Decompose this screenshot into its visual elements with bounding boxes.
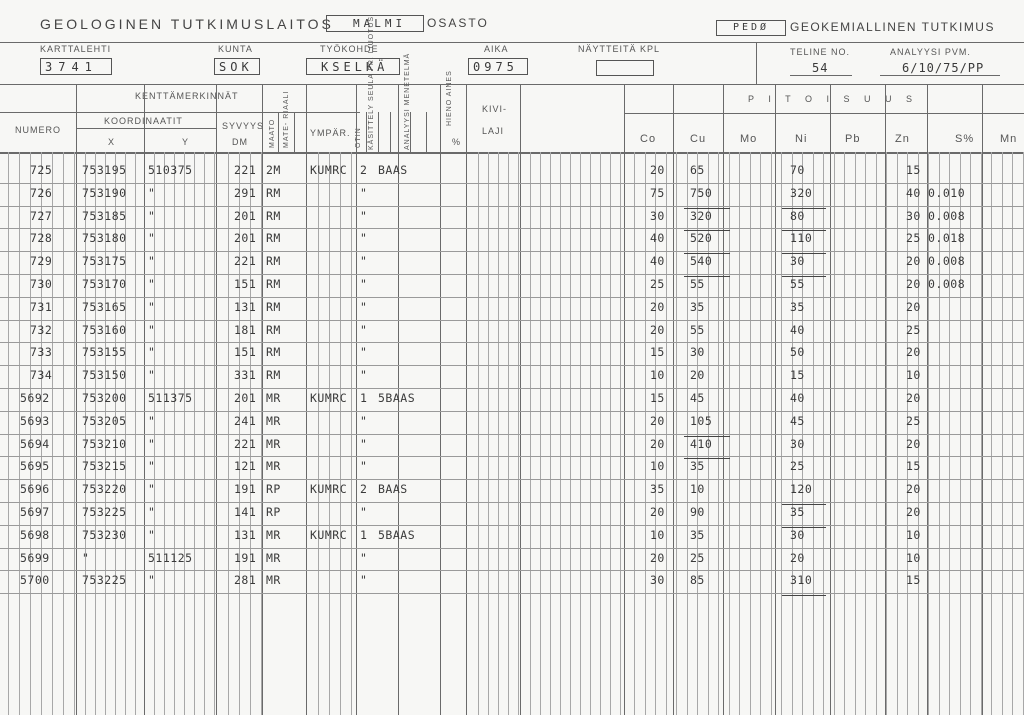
row-ni: 20 (790, 551, 805, 565)
row-x: 753230 (82, 528, 127, 542)
row-x: 753215 (82, 459, 127, 473)
row-y: " (148, 345, 156, 359)
row-co: 35 (650, 482, 665, 496)
row-num: 729 (30, 254, 53, 268)
row-num: 733 (30, 345, 53, 359)
time-value: 0975 (473, 60, 518, 74)
row-ni: 55 (790, 277, 805, 291)
row-x: 753175 (82, 254, 127, 268)
row-cu: 10 (690, 482, 705, 496)
row-x: 753225 (82, 505, 127, 519)
row-co: 10 (650, 368, 665, 382)
row-ymp: KUMRC (310, 482, 348, 496)
map-sheet-value: 3741 (45, 60, 98, 74)
grid-divider (520, 84, 521, 715)
row-otin: 1 (360, 391, 368, 405)
row-ymp: KUMRC (310, 163, 348, 177)
treatment-label: KÄSITTELY SEULA FR. LIUOTUS (368, 15, 375, 150)
row-y: " (148, 323, 156, 337)
municipality-value: SOK (219, 60, 253, 74)
y-label: Y (182, 137, 190, 147)
row-zn: 20 (906, 345, 921, 359)
cu-header: Cu (690, 133, 707, 145)
row-line (0, 297, 1024, 298)
row-co: 25 (650, 277, 665, 291)
row-x: 753225 (82, 573, 127, 587)
row-zn: 20 (906, 482, 921, 496)
row-cu: 55 (690, 323, 705, 337)
row-mat: RM (266, 300, 281, 314)
row-otin: " (360, 186, 368, 200)
row-cu: 45 (690, 391, 705, 405)
mn-header: Mn (1000, 133, 1018, 145)
row-num: 734 (30, 368, 53, 382)
row-otin: " (360, 209, 368, 223)
row-y: " (148, 459, 156, 473)
grid-divider (982, 84, 983, 715)
row-y: 511375 (148, 391, 193, 405)
row-depth: 331 (234, 368, 257, 382)
time-label: AIKA (484, 44, 509, 54)
grid-divider (673, 84, 674, 715)
row-line (0, 320, 1024, 321)
row-zn: 20 (906, 505, 921, 519)
grid-divider (76, 84, 77, 715)
row-co: 20 (650, 414, 665, 428)
s-header: S% (955, 133, 975, 145)
row-ni: 40 (790, 391, 805, 405)
row-zn: 10 (906, 551, 921, 565)
row-ni: 35 (790, 505, 805, 519)
row-y: " (148, 528, 156, 542)
row-line (0, 570, 1024, 571)
row-mat: RM (266, 368, 281, 382)
row-x: 753180 (82, 231, 127, 245)
row-zn: 25 (906, 414, 921, 428)
row-zn: 10 (906, 528, 921, 542)
grid-divider (723, 84, 724, 715)
row-depth: 221 (234, 163, 257, 177)
row-depth: 151 (234, 345, 257, 359)
row-zn: 30 (906, 209, 921, 223)
row-ymp: KUMRC (310, 528, 348, 542)
depth-unit-label: DM (232, 137, 248, 147)
row-otin: " (360, 300, 368, 314)
row-depth: 281 (234, 573, 257, 587)
analysis-date-label: ANALYYSI PVM. (890, 47, 971, 57)
row-ni: 30 (790, 437, 805, 451)
row-line (0, 525, 1024, 526)
row-num: 5697 (20, 505, 50, 519)
grid-divider (775, 84, 776, 715)
row-mat: RM (266, 254, 281, 268)
row-zn: 10 (906, 368, 921, 382)
row-ni: 70 (790, 163, 805, 177)
row-otin: 2 (360, 482, 368, 496)
row-co: 40 (650, 231, 665, 245)
grid-divider (426, 112, 427, 152)
row-x: 753200 (82, 391, 127, 405)
row-y: " (148, 414, 156, 428)
row-depth: 141 (234, 505, 257, 519)
row-ni: 30 (790, 254, 805, 268)
row-cu: 30 (690, 345, 705, 359)
row-cu: 55 (690, 277, 705, 291)
row-y: " (148, 505, 156, 519)
row-depth: 241 (234, 414, 257, 428)
row-co: 30 (650, 209, 665, 223)
row-mat: RM (266, 209, 281, 223)
fine-material-label: HIENO AINES (446, 70, 453, 126)
row-depth: 201 (234, 231, 257, 245)
row-line (0, 206, 1024, 207)
row-zn: 25 (906, 323, 921, 337)
row-co: 40 (650, 254, 665, 268)
grid-divider (294, 112, 295, 152)
row-co: 10 (650, 528, 665, 542)
row-mat: RM (266, 186, 281, 200)
grid-divider (466, 84, 467, 715)
row-cu: 20 (690, 368, 705, 382)
row-co: 20 (650, 437, 665, 451)
row-num: 5693 (20, 414, 50, 428)
row-y: 511125 (148, 551, 193, 565)
row-kas: 5BAAS (378, 528, 416, 542)
row-kas: 5BAAS (378, 391, 416, 405)
row-otin: " (360, 437, 368, 451)
row-mat: 2M (266, 163, 281, 177)
row-co: 20 (650, 163, 665, 177)
row-co: 20 (650, 505, 665, 519)
rack-label: TELINE NO. (790, 47, 851, 57)
time-box (468, 58, 528, 75)
row-x: 753160 (82, 323, 127, 337)
sample-taker-label: OTIN (355, 127, 362, 148)
row-otin: " (360, 573, 368, 587)
row-depth: 291 (234, 186, 257, 200)
row-ni: 50 (790, 345, 805, 359)
row-mat: MR (266, 391, 281, 405)
row-x: 753165 (82, 300, 127, 314)
row-num: 730 (30, 277, 53, 291)
grid-divider (366, 112, 367, 152)
row-zn: 20 (906, 437, 921, 451)
row-line (0, 411, 1024, 412)
row-cu: 65 (690, 163, 705, 177)
site-label: TYÖKOHDE (320, 44, 379, 54)
row-line (0, 479, 1024, 480)
map-sheet-label: KARTTALEHTI (40, 44, 112, 54)
row-mat: MR (266, 551, 281, 565)
row-zn: 15 (906, 459, 921, 473)
row-ni: 45 (790, 414, 805, 428)
row-ni: 120 (790, 482, 813, 496)
material-label: MATE- RIAALI (283, 90, 290, 148)
number-label: NUMERO (15, 125, 61, 135)
row-y: " (148, 437, 156, 451)
row-num: 731 (30, 300, 53, 314)
grid-divider (830, 84, 831, 715)
department-label: OSASTO (427, 16, 489, 30)
grid-divider (440, 84, 441, 715)
row-mat: MR (266, 414, 281, 428)
analysis-date-value: 6/10/75/PP (902, 61, 985, 75)
row-s: 0.018 (928, 231, 966, 245)
row-cu: 410 (690, 437, 713, 451)
row-line (0, 434, 1024, 435)
row-mat: RM (266, 323, 281, 337)
row-depth: 131 (234, 300, 257, 314)
row-co: 30 (650, 573, 665, 587)
row-s: 0.008 (928, 254, 966, 268)
x-label: X (108, 137, 116, 147)
row-num: 5695 (20, 459, 50, 473)
row-x: " (82, 551, 90, 565)
row-otin: " (360, 368, 368, 382)
row-line (0, 342, 1024, 343)
rock-type-label: KIVI- LAJI (482, 104, 508, 136)
row-mat: MR (266, 528, 281, 542)
row-num: 727 (30, 209, 53, 223)
row-ni: 110 (790, 231, 813, 245)
row-mat: MR (266, 459, 281, 473)
row-x: 753170 (82, 277, 127, 291)
study-label: GEOKEMIALLINEN TUTKIMUS (790, 20, 995, 34)
row-mat: MR (266, 573, 281, 587)
value-underline (782, 595, 826, 596)
row-cu: 90 (690, 505, 705, 519)
row-otin: " (360, 231, 368, 245)
row-y: " (148, 209, 156, 223)
row-mat: RM (266, 277, 281, 291)
row-num: 725 (30, 163, 53, 177)
row-y: " (148, 573, 156, 587)
row-zn: 15 (906, 163, 921, 177)
row-depth: 121 (234, 459, 257, 473)
row-x: 753205 (82, 414, 127, 428)
samples-label: NÄYTTEITÄ KPL (578, 44, 661, 54)
row-otin: " (360, 254, 368, 268)
row-otin: " (360, 459, 368, 473)
row-mat: RP (266, 505, 281, 519)
row-kas: BAAS (378, 482, 408, 496)
zn-header: Zn (895, 133, 910, 145)
row-num: 5698 (20, 528, 50, 542)
row-x: 753185 (82, 209, 127, 223)
row-depth: 181 (234, 323, 257, 337)
rack-value: 54 (812, 61, 829, 75)
grid-divider (216, 84, 217, 715)
row-mat: MR (266, 437, 281, 451)
grid-divider (356, 84, 357, 715)
row-cu: 35 (690, 459, 705, 473)
row-ni: 15 (790, 368, 805, 382)
row-line (0, 548, 1024, 549)
row-ni: 30 (790, 528, 805, 542)
row-cu: 520 (690, 231, 713, 245)
row-y: " (148, 277, 156, 291)
row-zn: 20 (906, 277, 921, 291)
row-otin: " (360, 505, 368, 519)
row-co: 10 (650, 459, 665, 473)
surroundings-label: YMPÄR. (310, 128, 351, 138)
row-cu: 105 (690, 414, 713, 428)
landform-label: MAATO (269, 118, 276, 148)
row-num: 5694 (20, 437, 50, 451)
grid-divider (306, 84, 307, 715)
row-otin: " (360, 414, 368, 428)
field-marks-label: KENTTÄMERKINNÄT (135, 91, 239, 101)
row-s: 0.008 (928, 209, 966, 223)
row-otin: " (360, 345, 368, 359)
row-num: 728 (30, 231, 53, 245)
row-cu: 35 (690, 528, 705, 542)
row-mat: RP (266, 482, 281, 496)
row-co: 20 (650, 300, 665, 314)
samples-box (596, 60, 654, 76)
row-ni: 80 (790, 209, 805, 223)
row-num: 5696 (20, 482, 50, 496)
grid-divider (144, 84, 145, 715)
row-depth: 191 (234, 482, 257, 496)
row-num: 5692 (20, 391, 50, 405)
row-num: 5700 (20, 573, 50, 587)
row-depth: 201 (234, 209, 257, 223)
row-zn: 25 (906, 231, 921, 245)
grid-divider (624, 84, 625, 715)
grid-divider (410, 112, 411, 152)
row-kas: BAAS (378, 163, 408, 177)
row-cu: 750 (690, 186, 713, 200)
row-ni: 25 (790, 459, 805, 473)
row-co: 15 (650, 345, 665, 359)
row-cu: 85 (690, 573, 705, 587)
row-ni: 40 (790, 323, 805, 337)
row-line (0, 388, 1024, 389)
row-depth: 131 (234, 528, 257, 542)
row-line (0, 502, 1024, 503)
depth-label: SYVYYS (222, 121, 265, 131)
row-num: 5699 (20, 551, 50, 565)
row-ni: 320 (790, 186, 813, 200)
analysis-method-label: ANALYYSI MENETELMÄ (404, 52, 411, 150)
study-code-box (716, 20, 786, 36)
mo-header: Mo (740, 133, 758, 145)
row-co: 15 (650, 391, 665, 405)
grid-divider (378, 112, 379, 152)
row-line (0, 456, 1024, 457)
site-box (306, 58, 400, 75)
row-cu: 25 (690, 551, 705, 565)
fine-unit-label: % (452, 137, 462, 147)
row-x: 753220 (82, 482, 127, 496)
row-line (0, 183, 1024, 184)
row-depth: 201 (234, 391, 257, 405)
row-otin: 1 (360, 528, 368, 542)
row-ymp: KUMRC (310, 391, 348, 405)
row-zn: 15 (906, 573, 921, 587)
row-depth: 151 (234, 277, 257, 291)
coordinates-label: KOORDINAATIT (104, 116, 183, 126)
row-mat: RM (266, 345, 281, 359)
row-x: 753190 (82, 186, 127, 200)
row-y: " (148, 254, 156, 268)
row-y: " (148, 482, 156, 496)
row-x: 753195 (82, 163, 127, 177)
row-line (0, 365, 1024, 366)
municipality-label: KUNTA (218, 44, 253, 54)
row-line (0, 251, 1024, 252)
row-y: " (148, 186, 156, 200)
row-co: 20 (650, 323, 665, 337)
row-otin: " (360, 277, 368, 291)
row-depth: 221 (234, 437, 257, 451)
row-cu: 35 (690, 300, 705, 314)
row-zn: 20 (906, 391, 921, 405)
row-s: 0.008 (928, 277, 966, 291)
row-x: 753155 (82, 345, 127, 359)
row-mat: RM (266, 231, 281, 245)
study-code: PEDØ (733, 22, 770, 33)
row-co: 75 (650, 186, 665, 200)
map-sheet-box (40, 58, 112, 75)
site-value: KSELKÄ (321, 60, 389, 74)
row-num: 732 (30, 323, 53, 337)
department-code: MALMI (353, 17, 407, 30)
row-line (0, 274, 1024, 275)
row-y: 510375 (148, 163, 193, 177)
row-s: 0.010 (928, 186, 966, 200)
row-num: 726 (30, 186, 53, 200)
row-zn: 20 (906, 254, 921, 268)
grid-divider (262, 84, 263, 715)
row-ni: 310 (790, 573, 813, 587)
row-y: " (148, 300, 156, 314)
row-otin: " (360, 323, 368, 337)
municipality-box (214, 58, 260, 75)
grid-divider (278, 112, 279, 152)
row-otin: " (360, 551, 368, 565)
row-zn: 40 (906, 186, 921, 200)
row-cu: 540 (690, 254, 713, 268)
pb-header: Pb (845, 133, 861, 145)
row-depth: 221 (234, 254, 257, 268)
institution-name: GEOLOGINEN TUTKIMUSLAITOS (40, 16, 334, 32)
row-depth: 191 (234, 551, 257, 565)
row-line (0, 593, 1024, 594)
row-x: 753210 (82, 437, 127, 451)
row-zn: 20 (906, 300, 921, 314)
row-y: " (148, 368, 156, 382)
department-code-box (326, 15, 424, 32)
row-y: " (148, 231, 156, 245)
co-header: Co (640, 133, 657, 145)
row-x: 753150 (82, 368, 127, 382)
row-co: 20 (650, 551, 665, 565)
ni-header: Ni (795, 133, 808, 145)
row-otin: 2 (360, 163, 368, 177)
row-ni: 35 (790, 300, 805, 314)
contents-label: P I T O I S U U S (748, 94, 919, 104)
grid-divider (390, 112, 391, 152)
row-cu: 320 (690, 209, 713, 223)
row-line (0, 228, 1024, 229)
